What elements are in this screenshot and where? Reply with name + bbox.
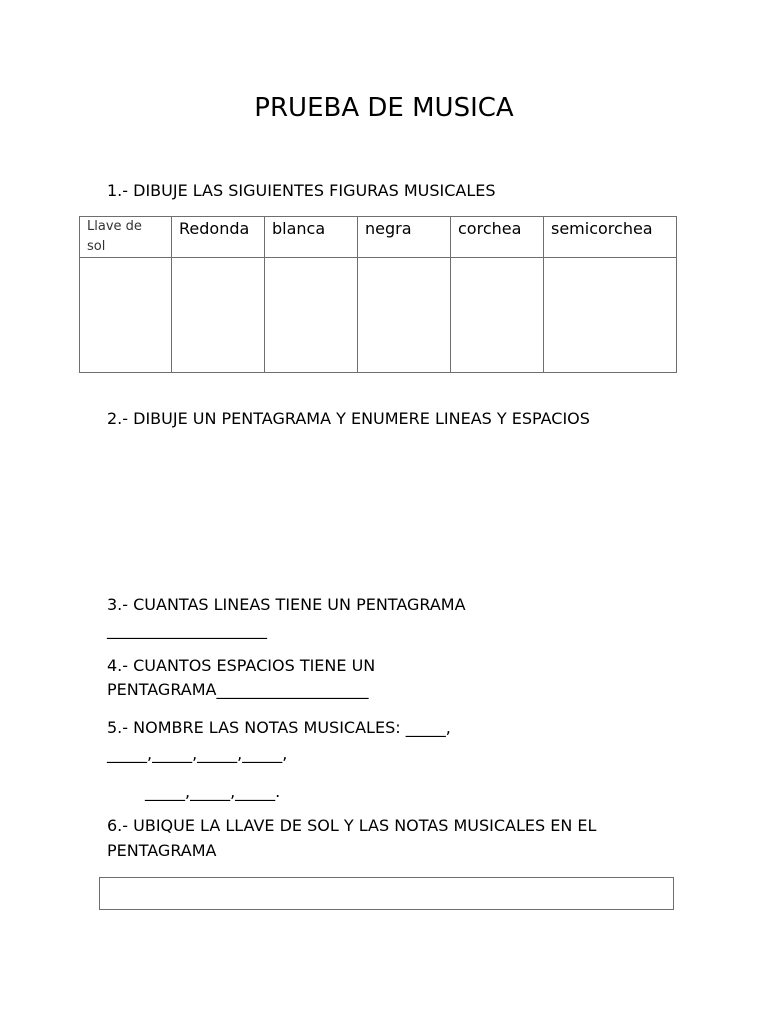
- table-header-cell: [544, 217, 677, 258]
- question-6-text-continued: PENTAGRAMA: [107, 841, 217, 860]
- table-header-cell: [358, 217, 451, 258]
- question-2-text: 2.- DIBUJE UN PENTAGRAMA Y ENUMERE LINEAS Y ESPACIOS: [107, 409, 590, 428]
- header-semicorchea: semicorchea: [551, 219, 653, 238]
- figures-table: [79, 216, 677, 373]
- question-4-text: 4.- CUANTOS ESPACIOS TIENE UN: [107, 656, 376, 675]
- question-6-text: 6.- UBIQUE LA LLAVE DE SOL Y LAS NOTAS MUSICALES EN EL: [107, 816, 597, 835]
- header-corchea: corchea: [458, 219, 522, 238]
- question-4-text-continued: PENTAGRAMA___________________: [107, 680, 369, 699]
- header-blanca: blanca: [272, 219, 326, 238]
- header-redonda: Redonda: [179, 219, 250, 238]
- header-negra: negra: [365, 219, 412, 238]
- drawing-cell-llave-de-sol[interactable]: [80, 258, 172, 373]
- question-1-text: 1.- DIBUJE LAS SIGUIENTES FIGURAS MUSICALES: [107, 181, 496, 200]
- table-drawing-row: [80, 258, 677, 373]
- question-5-blanks-row-1: _____,_____,_____,_____,: [107, 744, 288, 763]
- header-llave-de-sol: Llave de sol: [87, 219, 142, 254]
- table-header-cell: [451, 217, 544, 258]
- drawing-cell-redonda[interactable]: [172, 258, 265, 373]
- drawing-cell-blanca[interactable]: [265, 258, 358, 373]
- table-header-cell: [80, 217, 172, 258]
- question-3-answer-blank: ____________________: [107, 620, 267, 639]
- table-header-cell: [265, 217, 358, 258]
- drawing-cell-corchea[interactable]: [451, 258, 544, 373]
- table-header-row: [80, 217, 677, 258]
- table-header-cell: [172, 217, 265, 258]
- page-title: PRUEBA DE MUSICA: [254, 93, 514, 123]
- question-5-blanks-row-2: _____,_____,_____.: [145, 782, 281, 801]
- drawing-cell-negra[interactable]: [358, 258, 451, 373]
- staff-answer-box[interactable]: [99, 877, 674, 910]
- question-3-text: 3.- CUANTAS LINEAS TIENE UN PENTAGRAMA: [107, 595, 466, 614]
- question-5-text: 5.- NOMBRE LAS NOTAS MUSICALES: _____,: [107, 718, 451, 737]
- drawing-cell-semicorchea[interactable]: [544, 258, 677, 373]
